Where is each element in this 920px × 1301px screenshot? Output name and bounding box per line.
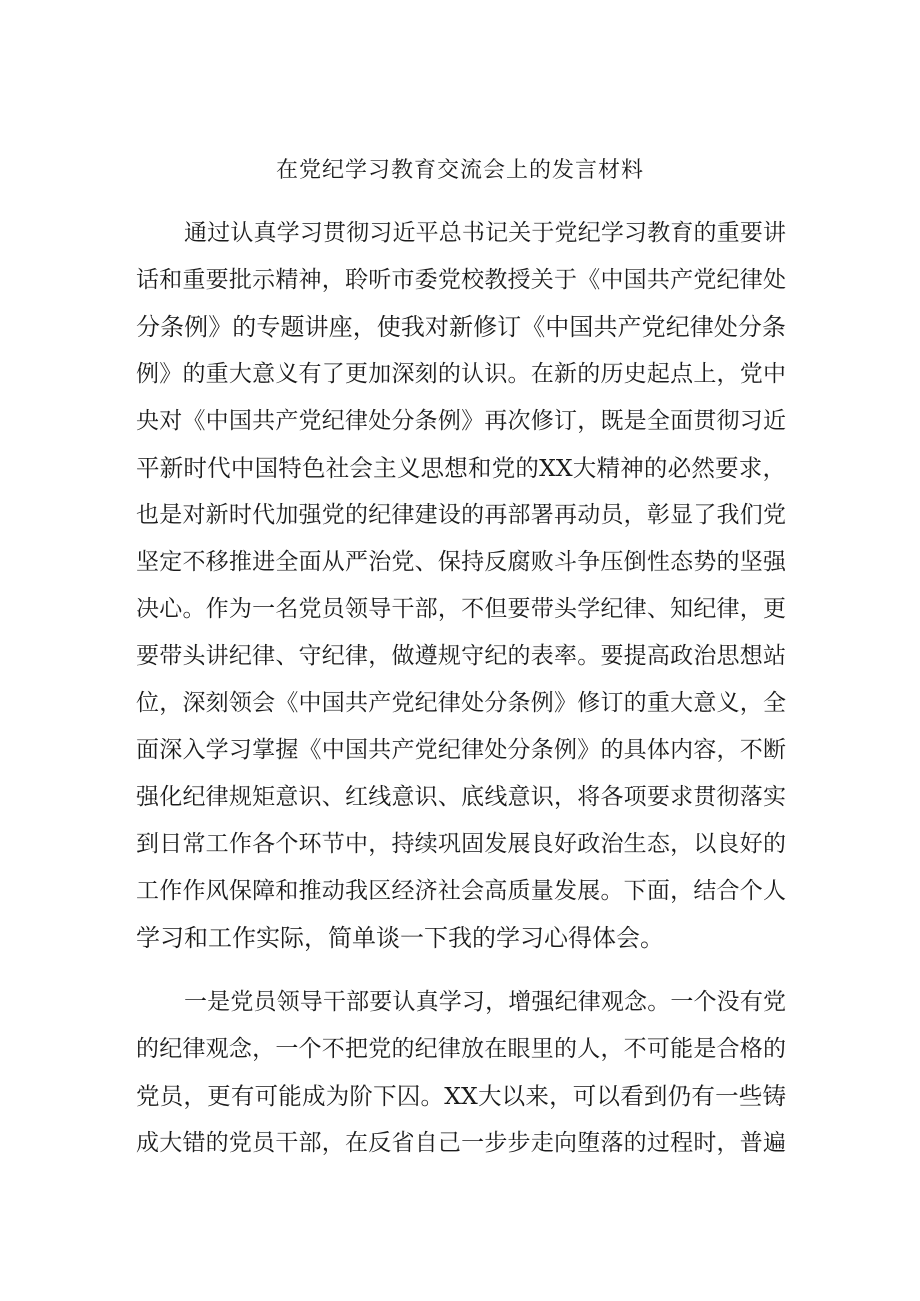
paragraph-2-line: 成大错的党员干部，在反省自己一步步走向堕落的过程时，普遍 — [136, 1130, 786, 1156]
paragraph-2-line: 的纪律观念，一个不把党的纪律放在眼里的人，不可能是合格的 — [136, 1036, 786, 1062]
document-title: 在党纪学习教育交流会上的发言材料 — [275, 158, 644, 183]
paragraph-1-line: 位，深刻领会《中国共产党纪律处分条例》修订的重大意义，全 — [136, 690, 786, 716]
paragraph-1-line: 决心。作为一名党员领导干部，不但要带头学纪律、知纪律，更 — [136, 596, 786, 622]
paragraph-1-line: 平新时代中国特色社会主义思想和党的XX大精神的必然要求， — [136, 454, 786, 482]
paragraph-1-line: 学习和工作实际，简单谈一下我的学习心得体会。 — [136, 924, 664, 952]
paragraph-1-line: 坚定不移推进全面从严治党、保持反腐败斗争压倒性态势的坚强 — [136, 549, 786, 575]
paragraph-1-line: 要带头讲纪律、守纪律，做遵规守纪的表率。要提高政治思想站 — [136, 643, 786, 669]
paragraph-1-line: 通过认真学习贯彻习近平总书记关于党纪学习教育的重要讲 — [184, 220, 786, 246]
paragraph-1-line: 话和重要批示精神，聆听市委党校教授关于《中国共产党纪律处 — [136, 267, 786, 293]
paragraph-1-line: 例》的重大意义有了更加深刻的认识。在新的历史起点上，党中 — [136, 361, 786, 387]
paragraph-1-line: 面深入学习掌握《中国共产党纪律处分条例》的具体内容，不断 — [136, 737, 786, 763]
paragraph-1-line: 央对《中国共产党纪律处分条例》再次修订，既是全面贯彻习近 — [136, 408, 786, 434]
paragraph-1-line: 强化纪律规矩意识、红线意识、底线意识，将各项要求贯彻落实 — [136, 784, 786, 810]
paragraph-1-line: 分条例》的专题讲座，使我对新修订《中国共产党纪律处分条 — [136, 313, 786, 341]
paragraph-1-line: 工作作风保障和推动我区经济社会高质量发展。下面，结合个人 — [136, 878, 786, 904]
paragraph-2-line: 党员，更有可能成为阶下囚。XX大以来，可以看到仍有一些铸 — [136, 1082, 786, 1110]
paragraph-1-line: 到日常工作各个环节中，持续巩固发展良好政治生态，以良好的 — [136, 831, 786, 857]
paragraph-1-line: 也是对新时代加强党的纪律建设的再部署再动员，彰显了我们党 — [136, 502, 786, 528]
paragraph-2-line: 一是党员领导干部要认真学习，增强纪律观念。一个没有党 — [184, 989, 786, 1015]
